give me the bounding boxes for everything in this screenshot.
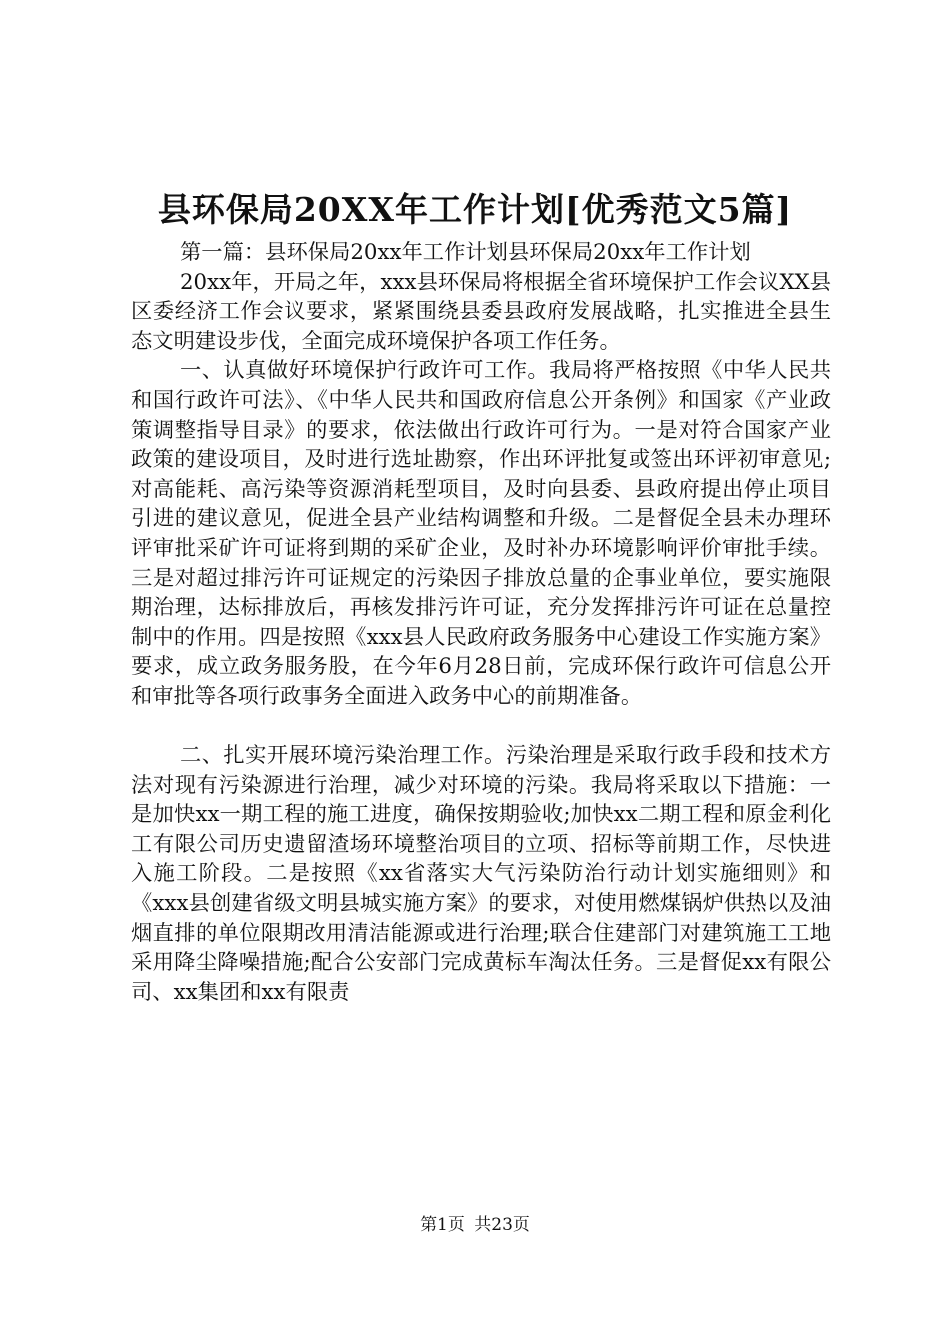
document-body	[131, 238, 831, 1007]
paragraph-section-two: 二、扎实开展环境污染治理工作。污染治理是采取行政手段和技术方法对现有污染源进行治理，减少对环境的污染。我局将采取以下措施：一是加快xx一期工程的施工进度，确保按期验收;加快xx二期工程和原金利化工有限公司历史遗留渣场环境整治项目的立项、招标等前期工作，尽快进入施工阶段。二是按照《xx省落实大气污染防治行动计划实施细则》和《xxx县创建省级文明县城实施方案》的要求，对使用燃煤锅炉供热以及油烟直排的单位限期改用清洁能源或进行治理;联合住建部门对建筑施工工地采用降尘降噪措施;配合公安部门完成黄标车淘汰任务。三是督促xx有限公司、xx集团和xx有限责	[131, 743, 831, 1005]
paragraph-intro: 20xx年，开局之年，xxx县环保局将根据全省环境保护工作会议XX县区委经济工作会议要求，紧紧围绕县委县政府发展战略，扎实推进全县生态文明建设步伐，全面完成环境保护各项工作任务。	[131, 269, 831, 354]
page-footer	[0, 1213, 950, 1237]
document-title: 县环保局20XX年工作计划[优秀范文5篇]	[157, 190, 793, 229]
page-total: 共23页	[474, 1215, 530, 1235]
paragraph-section-one: 一、认真做好环境保护行政许可工作。我局将严格按照《中华人民共和国行政许可法》、《中华人民共和国政府信息公开条例》和国家《产业政策调整指导目录》的要求，依法做出行政许可行为。一是对符合国家产业政策的建设项目，及时进行选址勘察，作出环评批复或签出环评初审意见;对高能耗、高污染等资源消耗型项目，及时向县委、县政府提出停止项目引进的建议意见，促进全县产业结构调整和升级。二是督促全县未办理环评审批采矿许可证将到期的采矿企业，及时补办环境影响评价审批手续。三是对超过排污许可证规定的污染因子排放总量的企事业单位，要实施限期治理，达标排放后，再核发排污许可证，充分发挥排污许可证在总量控制中的作用。四是按照《xxx县人民政府政务服务中心建设工作实施方案》要求，成立政务服务股，在今年6月28日前，完成环保行政许可信息公开和审批等各项行政事务全面进入政务中心的前期准备。	[131, 358, 831, 709]
page-number: 第1页	[420, 1215, 465, 1235]
paragraph-chapter-heading: 第一篇：县环保局20xx年工作计划县环保局20xx年工作计划	[179, 240, 751, 265]
